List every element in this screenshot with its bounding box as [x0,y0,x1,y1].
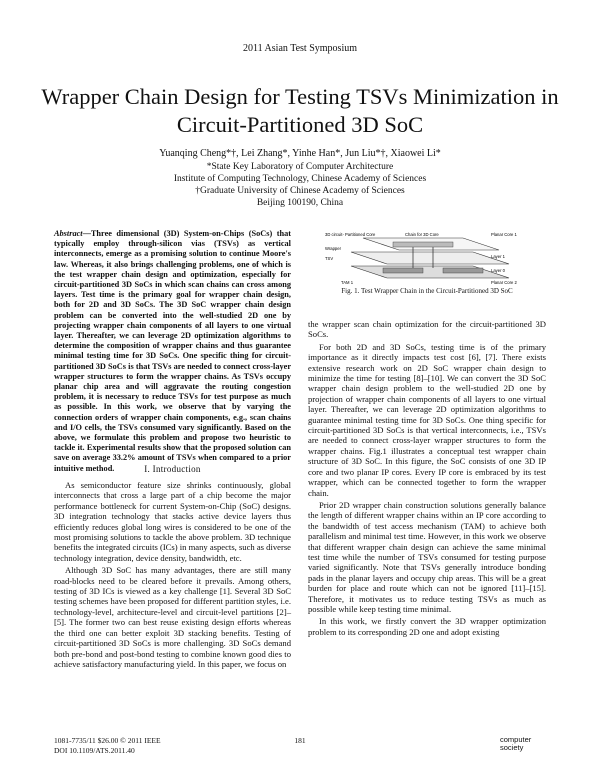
paragraph: As semiconductor feature size shrinks continuously, global interconnects that cross a large part of a chip become the major performance bottleneck for current System-on-Chip (SoC) designs. 3D integration technology that stacks active device layers thus efficiently reduces global long wires is considered to be one of the most promising solutions to tackle the above problem. 3D technique benefits the integrated circuits (ICs) in many aspects, such as diverse technology integration, device density, bandwidth, etc. [54,480,291,563]
abstract-lead: Abstract [54,229,83,238]
fig-label: 3D circuit- Partitioned Core [325,232,376,237]
paragraph: the wrapper scan chain optimization for the circuit-partitioned 3D SoCs. [308,319,546,340]
page-number: 181 [294,736,306,745]
fig-label: Layer 0 [491,268,505,273]
fig-label: Wrapper [325,246,341,251]
paragraph: For both 2D and 3D SoCs, testing time is of the primary importance as it directly impacts test cost [6], [7]. There exists extensive research work on 2D SoC wrapper chain design to minimize the time for testing [8]–[10]. We can convert the 3D SoC wrapper chain design problem to the well-studied 2D one by projection of wrapper chain components of all layers to one virtual layer. Thereafter, we can leverage 2D optimization algorithms to guarantee minimal testing time for 3D SoCs. One thing specific for circuit-partitioned 3D SoCs is that vertical interconnects, i.e., TSVs are needed to connect cross-layer wrapper structures to form the wrapper chains. Fig.1 illustrates a conceptual test wrapper chain structure of 3D SoC. In this figure, the SoC consists of one 3D IP core and two planar IP cores. Every IP core is embraced by its test wrapper, which can be connected together to form the wrapper chain. [308,341,546,498]
layer-0-plane [351,266,509,278]
abstract [54,229,291,474]
paper-title: Wrapper Chain Design for Testing TSVs Minimization in Circuit-Partitioned 3D SoC [41,84,559,137]
planar-core-block [443,268,483,273]
fig-label: TSV [325,256,334,261]
layer-1-plane [351,252,509,264]
fig-label: Chain for 3D Core [405,232,439,237]
paragraph: Prior 2D wrapper chain construction solutions generally balance the length of different wrapper chains within an IP core according to the bandwidth of test access mechanism (TAM) to achieve both parallelism and minimal test time. However, in this work we observe that different wrapper chain design can achieve the same minimal test time while the number of TSVs consumed for testing purpose varied significantly. Note that TSVs generally introduce bonding pads in the planar layers and occupy chip areas. This will be a great burden for place and route which can not be ignored [11]–[15]. Therefore, it motivates us to reduce testing TSVs as much as possible while keep testing time minimal. [308,499,546,614]
running-header: 2011 Asian Test Symposium [242,43,358,54]
paragraph: In this work, we firstly convert the 3D wrapper optimization problem to its corresponding 2D one and adopt existing [308,616,546,637]
doi-line: DOI 10.1109/ATS.2011.40 [54,746,135,755]
affiliation-line: Beijing 100190, China [256,198,344,208]
paragraph: Although 3D SoC has many advantages, there are still many road-blocks need to be cleared before it prevails. Among others, testing of 3D ICs is viewed as a key challenge [1]. Several 3D SoC testing schemes have been proposed for different partition styles, i.e. technology-level, architecture-level and circuit-level partitions [2]–[5]. The former two can best reuse existing design efforts whereas the third one can better exploit 3D stacking benefits. Testing of circuit-partitioned 3D SoCs is more challenging. 3D SoCs demand both pre-bond and post-bond testing to combine known good dies to achieve satisfactory manufacturing yield. In this paper, we focus on [54,565,291,669]
fig-label: Planar Core 2 [491,280,517,285]
author-list: Yuanqing Cheng*†, Lei Zhang*, Yinhe Han*, Jun Liu*†, Xiaowei Li* [159,148,441,159]
figure-caption: Fig. 1. Test Wrapper Chain in the Circuit-Partitioned 3D SoC [341,287,513,295]
right-column-body [308,319,546,639]
affiliation-line: †Graduate University of Chinese Academy of Sciences [195,186,405,196]
affiliation-line: *State Key Laboratory of Computer Architecture [206,162,394,172]
logo-line: society [500,743,524,752]
left-column-body [54,480,291,671]
fig-label: TAM 1 [341,280,354,285]
affiliation-line: Institute of Computing Technology, Chinese Academy of Sciences [173,174,427,184]
section-heading: I. Introduction [144,464,201,474]
figure-3d-soc [323,228,523,288]
computer-society-logo [500,736,531,752]
planar-core-block [383,268,423,273]
fig-label: Planar Core 1 [491,232,517,237]
logo-line: computer [500,735,532,744]
wrapper-block [393,242,453,247]
fig-label: Layer 1 [491,254,505,259]
abstract-text: —Three dimensional (3D) System-on-Chips (SoCs) that typically employ through-silicon vias (TSVs) as vertical interconnects, emerge as a promising solution to continue Moore's law. Whereas, it also brings challenging problems, one of which is the test wrapper chain design and optimization, especially for circuit-partitioned 3D SoCs in which scan chains can cross among layers. Test time is the primary goal for wrapper chain design, both for 2D and 3D SoCs. The 3D SoC wrapper chain design problem can be converted into the well-studied 2D one by projecting wrapper chain components of all layers to one virtual layer. Thereafter, we can leverage 2D optimization algorithms to determine the composition of wrapper chains and thus guarantee minimal testing time for 3D SoCs. One specific thing for circuit-partitioned 3D SoCs is that TSVs are needed to connect cross-layer wrapper structures to form the wrapper chains. As TSVs occupy planar chip area and will aggravate the routing congestion problem, it is necessary to reduce TSVs for test purpose as much as possible. In this work, we observe that by varying the connection orders of wrapper chain components, e.g., scan chains and I/O cells, the TSVs consumed vary significantly. Based on the above, we formulate this problem and propose two heuristic to tackle it. Experimental results show that the proposed solution can save on average 33.2% amount of TSVs when compared to a prior intuitive method. [54,229,291,473]
copyright-line: 1081-7735/11 $26.00 © 2011 IEEE [54,736,161,745]
